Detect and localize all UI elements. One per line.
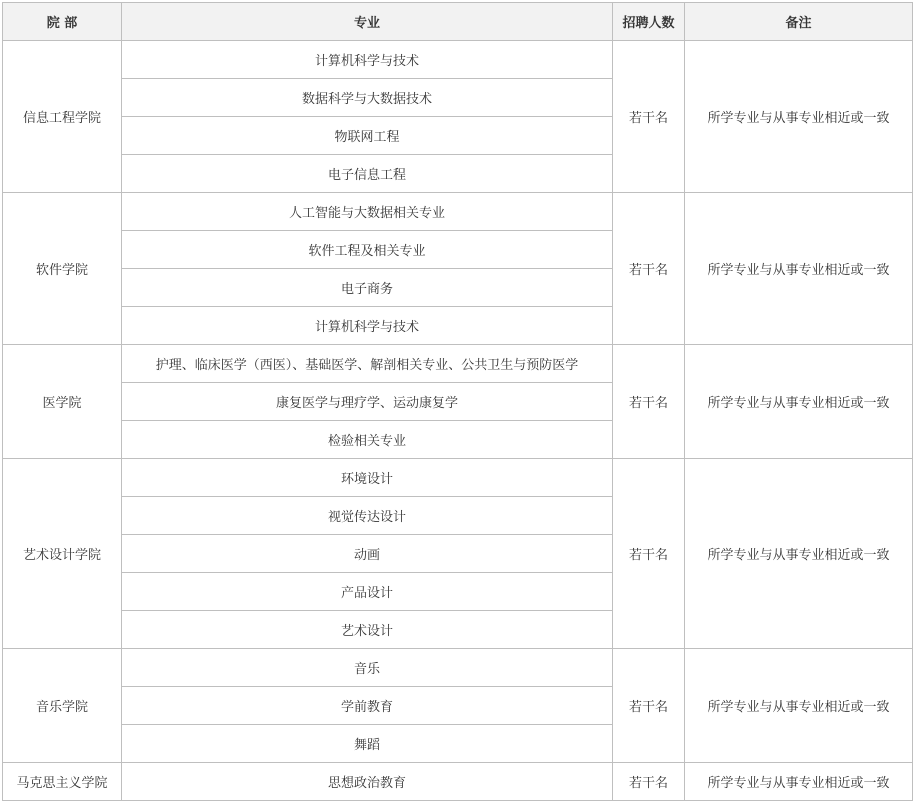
department-cell: 软件学院 [3,193,122,345]
major-cell: 数据科学与大数据技术 [122,79,613,117]
major-cell: 艺术设计 [122,611,613,649]
major-cell: 环境设计 [122,459,613,497]
remark-cell: 所学专业与从事专业相近或一致 [685,763,913,801]
count-cell: 若干名 [613,649,685,763]
table-row [3,763,913,801]
remark-cell: 所学专业与从事专业相近或一致 [685,41,913,193]
remark-cell: 所学专业与从事专业相近或一致 [685,345,913,459]
major-cell: 软件工程及相关专业 [122,231,613,269]
table-row [3,41,913,79]
header-row [3,3,913,41]
major-cell: 电子信息工程 [122,155,613,193]
major-cell: 计算机科学与技术 [122,41,613,79]
major-cell: 物联网工程 [122,117,613,155]
table-row [3,459,913,497]
major-cell: 康复医学与理疗学、运动康复学 [122,383,613,421]
count-cell: 若干名 [613,41,685,193]
major-cell: 护理、临床医学（西医）、基础医学、解剖相关专业、公共卫生与预防医学 [122,345,613,383]
recruitment-table [2,2,913,801]
table-row [3,193,913,231]
remark-cell: 所学专业与从事专业相近或一致 [685,649,913,763]
major-cell: 视觉传达设计 [122,497,613,535]
major-cell: 音乐 [122,649,613,687]
table-row [3,345,913,383]
count-cell: 若干名 [613,763,685,801]
major-cell: 计算机科学与技术 [122,307,613,345]
header-department: 院 部 [3,3,122,41]
department-cell: 音乐学院 [3,649,122,763]
major-cell: 检验相关专业 [122,421,613,459]
department-cell: 艺术设计学院 [3,459,122,649]
major-cell: 动画 [122,535,613,573]
remark-cell: 所学专业与从事专业相近或一致 [685,193,913,345]
count-cell: 若干名 [613,193,685,345]
header-major: 专业 [122,3,613,41]
department-cell: 医学院 [3,345,122,459]
header-count: 招聘人数 [613,3,685,41]
count-cell: 若干名 [613,459,685,649]
department-cell: 信息工程学院 [3,41,122,193]
major-cell: 学前教育 [122,687,613,725]
remark-cell: 所学专业与从事专业相近或一致 [685,459,913,649]
table-row [3,649,913,687]
major-cell: 人工智能与大数据相关专业 [122,193,613,231]
major-cell: 电子商务 [122,269,613,307]
count-cell: 若干名 [613,345,685,459]
major-cell: 思想政治教育 [122,763,613,801]
department-cell: 马克思主义学院 [3,763,122,801]
header-remark: 备注 [685,3,913,41]
major-cell: 产品设计 [122,573,613,611]
major-cell: 舞蹈 [122,725,613,763]
